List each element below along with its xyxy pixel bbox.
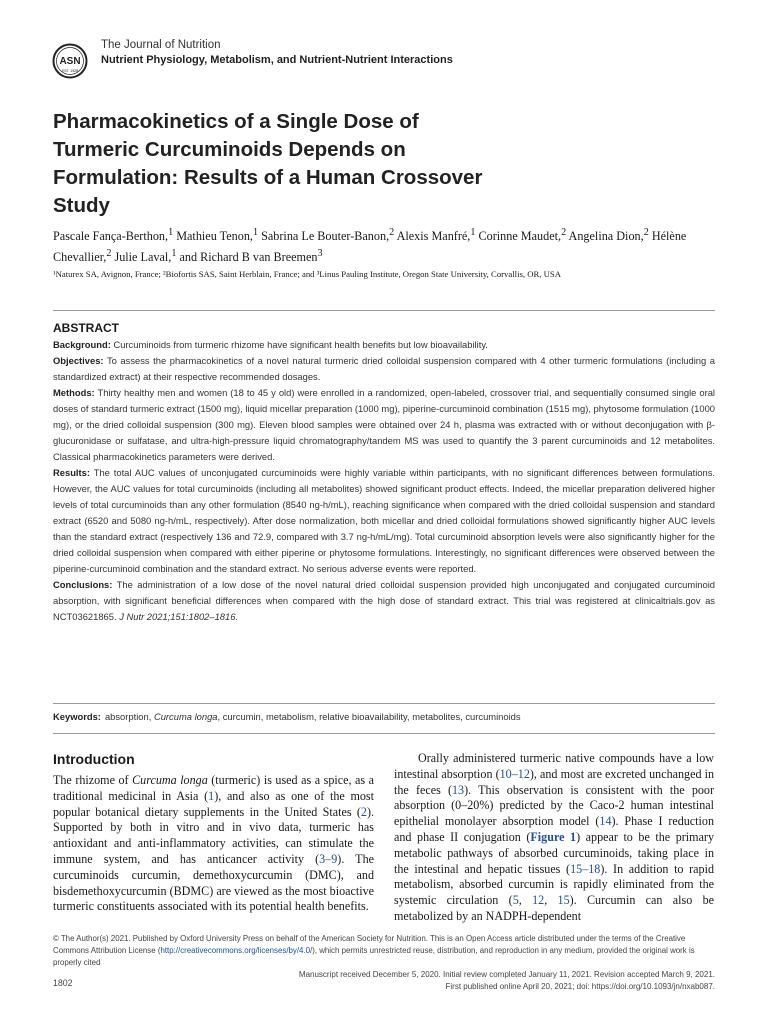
- reference-link[interactable]: 10–12: [499, 766, 530, 781]
- reference-link[interactable]: 13: [452, 782, 465, 797]
- license-link[interactable]: http://creativecommons.org/licenses/by/4.0/: [160, 946, 313, 955]
- title-line: Turmeric Curcuminoids Depends on: [53, 138, 406, 161]
- journal-section: Nutrient Physiology, Metabolism, and Nutrient-Nutrient Interactions: [101, 54, 453, 66]
- publication-info: First published online April 20, 2021; doi: https://doi.org/10.1093/jn/nxab087.: [445, 982, 715, 991]
- title-line: Formulation: Results of a Human Crossover: [53, 166, 483, 189]
- journal-name: The Journal of Nutrition: [101, 39, 221, 51]
- author: and Richard B van Breemen$^3$: [179, 248, 323, 265]
- column-left: [53, 773, 374, 915]
- abstract-objectives: Objectives: To assess the pharmacokinetics of a novel natural turmeric dried colloidal suspension compared with 4 other turmeric formulations (including a standardized extract) at their respective recommended dosages.: [53, 355, 716, 382]
- logo-subtext: EST. 1928: [61, 69, 79, 73]
- keywords-label: Keywords:: [53, 711, 101, 722]
- author: Hélène Chevallier,$^2$: [53, 229, 687, 265]
- column-right: [394, 751, 714, 925]
- abstract-results: Results: The total AUC values of unconjugated curcuminoids were highly variable within participants, with no significant differences between formulations. However, the AUC values for total curcuminoids (including all metabolites) showed significant product effects. Indeed, the micellar preparation delivered higher levels of total curcuminoids than any other formulation (8540 ng-h/mL), reaching significance when compared with the dried colloidal suspension and standard extract (6520 and 5080 ng-h/mL, respectively). After dose normalization, both micellar and dried colloidal formulations showed significantly higher AUC levels than the standard extract (respectively 136 and 72.9, compared with 3.7 ng-h/mL/mg). Total curcuminoid absorption levels were also significantly higher for the dried colloidal suspension when compared with either piperine or phytosome formulations. Interestingly, no significant differences were observed between the piperine-curcuminoid combination and the standard extract. No serious adverse events were reported.: [53, 467, 715, 574]
- paragraph: The rhizome of Curcuma longa (turmeric) is used as a spice, as a traditional medicinal in Asia (1), and also as one of the most popular botanical dietary supplements in the United States (2). Supported by both in vitro and in vivo data, turmeric has antioxidant and anti-inflammatory activities, can stimulate the immune system, and has anticancer activity (3–9). The curcuminoids curcumin, demethoxycurcumin (DMC), and bisdemethoxycurcumin (BDMC) are viewed as the most bioactive turmeric constituents associated with its potential health benefits.: [53, 773, 375, 914]
- copyright-notice: © The Author(s) 2021. Published by Oxford University Press on behalf of the American Society for Nutrition. This is an Open Access article distributed under the terms of the Creative Commons Attribution License (http://creativecommons.org/licenses/by/4.0/), which permits unrestricted reuse, distribution, and reproduction in any medium, provided the original work is properly cited: [53, 934, 695, 967]
- title-line: Study: [53, 194, 110, 217]
- article-title: [53, 108, 573, 220]
- author: Julie Laval,$^1$: [114, 248, 177, 265]
- title-line: Pharmacokinetics of a Single Dose of: [53, 110, 419, 133]
- reference-link[interactable]: 15: [557, 893, 570, 908]
- author-list: [53, 224, 723, 266]
- section-heading-introduction: Introduction: [53, 751, 135, 767]
- abstract-background: Background: Curcuminoids from turmeric rhizome have significant health benefits but low bioavailability.: [53, 339, 488, 350]
- reference-link[interactable]: 14: [599, 814, 612, 829]
- affiliations: ¹Naturex SA, Avignon, France; ²Biofortis SAS, Saint Herblain, France; and ³Linus Pauling Institute, Oregon State University, Corvallis, OR, USA: [53, 269, 562, 279]
- asn-logo: [52, 43, 88, 79]
- divider: [53, 733, 715, 734]
- author: Mathieu Tenon,$^1$: [176, 227, 259, 244]
- author: Alexis Manfré,$^1$: [396, 227, 476, 244]
- figure-link[interactable]: Figure 1: [530, 829, 577, 844]
- author: Sabrina Le Bouter-Banon,$^2$: [261, 227, 395, 244]
- author: Angelina Dion,$^2$: [568, 227, 649, 244]
- citation: J Nutr 2021;151:1802–1816.: [119, 611, 239, 622]
- reference-link[interactable]: 3–9: [319, 851, 338, 866]
- manuscript-history: Manuscript received December 5, 2020. Initial review completed January 11, 2021. Revision accepted March 9, 2021.: [298, 970, 715, 979]
- abstract-body: [53, 337, 715, 625]
- reference-link[interactable]: 12: [532, 893, 545, 908]
- abstract-heading: ABSTRACT: [53, 321, 119, 335]
- reference-link[interactable]: 2: [360, 804, 367, 819]
- abstract-conclusions: Conclusions: The administration of a low dose of the novel natural dried colloidal suspension provided high unconjugated and conjugated curcuminoid absorption, with significant beneficial differences when compared with the high dose of standard extract. This trial was registered at clinicaltrials.gov as NCT03621865. J Nutr 2021;151:1802–1816.: [53, 579, 716, 622]
- logo-text: ASN: [59, 56, 81, 67]
- page-number: 1802: [53, 978, 73, 988]
- author: Corinne Maudet,$^2$: [478, 227, 567, 244]
- abstract-methods: Methods: Thirty healthy men and women (18 to 45 y old) were enrolled in a randomized, open-labeled, crossover trial, and sequentially consumed single oral doses of standard turmeric extract (1500 mg), liquid micellar preparation (1000 mg), piperine-curcuminoid combination (1515 mg), phytosome formulation (1000 mg), or the dried colloidal suspension (300 mg). Eleven blood samples were obtained over 24 h, plasma was extracted with or without deconjugation with β-glucuronidase or sulfatase, and ultra-high-pressure liquid chromatography/tandem MS was used to quantify the 3 parent curcuminoids and 12 metabolites. Classical pharmacokinetics parameters were derived.: [53, 387, 715, 462]
- keywords: Keywords: absorption, Curcuma longa, curcumin, metabolism, relative bioavailability, metabolites, curcuminoids: [53, 711, 521, 722]
- reference-link[interactable]: 5: [512, 893, 519, 908]
- paragraph: Orally administered turmeric native compounds have a low intestinal absorption (10–12), and most are excreted unchanged in the feces (13). This observation is consistent with the poor absorption (0–20%) predicted by the Caco-2 human intestinal epithelial monolayer absorption model (14). Phase I reduction and phase II conjugation (Figure 1) appear to be the primary metabolic pathways of absorbed curcuminoids, taking place in the intestinal and hepatic tissues (15–18). In addition to rapid metabolism, absorbed curcumin is rapidly eliminated from the systemic circulation (5, 12, 15). Curcumin can also be metabolized by an NADPH-dependent: [394, 751, 715, 923]
- author: Pascale Fança-Berthon,$^1$: [53, 227, 174, 244]
- reference-link[interactable]: 1: [208, 788, 215, 803]
- reference-link[interactable]: 15–18: [570, 861, 601, 876]
- manuscript-dates: [53, 969, 715, 993]
